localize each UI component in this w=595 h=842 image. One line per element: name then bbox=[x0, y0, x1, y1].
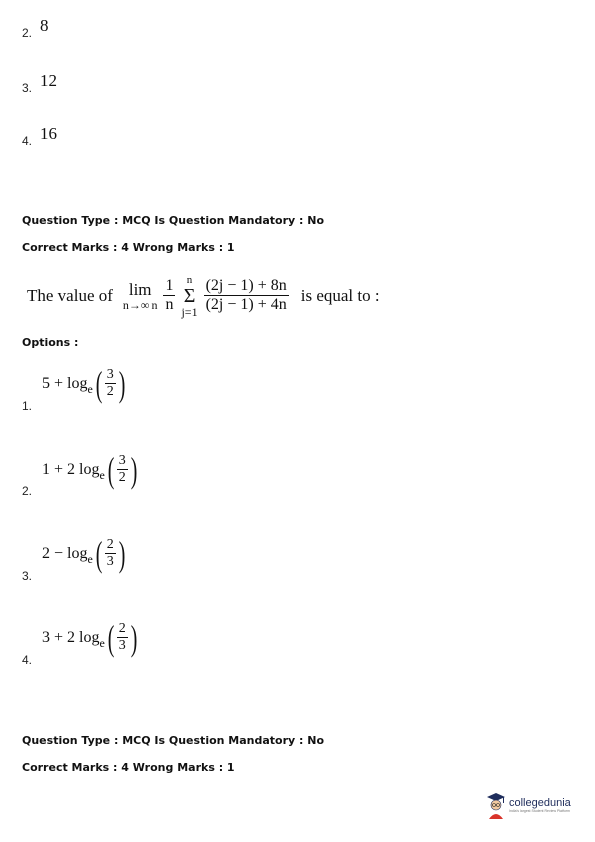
option-number: 3. bbox=[22, 569, 33, 583]
next-question-type-line: Question Type : MCQ Is Question Mandatory : No bbox=[22, 734, 325, 747]
option-expression: 3 + 2 log e ( $\frac{2}{3}$ ) bbox=[42, 618, 138, 658]
graduate-icon bbox=[486, 792, 506, 820]
fraction-numerator: (2j − 1) + 8n bbox=[205, 277, 287, 295]
option-expression: 2 − log e ( $\frac{2}{3}$ ) bbox=[42, 534, 126, 574]
option-number: 4. bbox=[22, 134, 33, 148]
brand-name: collegedunia bbox=[509, 797, 571, 810]
question-marks-line: Correct Marks : 4 Wrong Marks : 1 bbox=[22, 241, 235, 254]
next-question-marks-line: Correct Marks : 4 Wrong Marks : 1 bbox=[22, 761, 235, 774]
brand-logo bbox=[486, 792, 571, 820]
limit-expression bbox=[123, 280, 158, 313]
question-suffix: is equal to : bbox=[300, 286, 380, 305]
brand-tagline: India's largest Student Review Platform bbox=[509, 809, 570, 814]
option-number: 2. bbox=[22, 26, 33, 40]
limit-subscript: n→∞ n bbox=[122, 297, 158, 312]
question-text bbox=[27, 270, 380, 322]
option-number: 2. bbox=[22, 484, 33, 498]
limit-word: lim bbox=[128, 279, 152, 299]
main-fraction bbox=[204, 278, 289, 313]
option-number: 1. bbox=[22, 399, 33, 413]
option-expression: 5 + log e ( $\frac{3}{2}$ ) bbox=[42, 364, 126, 404]
option-value: 12 bbox=[40, 71, 57, 90]
option-number: 3. bbox=[22, 81, 33, 95]
summation bbox=[181, 275, 197, 318]
sum-lower-limit: j=1 bbox=[181, 304, 198, 319]
question-type-line: Question Type : MCQ Is Question Mandatory : No bbox=[22, 214, 325, 227]
option-value: 8 bbox=[40, 16, 49, 35]
one-over-n: $\frac{1}{n}$ bbox=[165, 277, 174, 314]
sum-upper-limit: n bbox=[186, 273, 193, 286]
option-expression: 1 + 2 log e ( $\frac{3}{2}$ ) bbox=[42, 450, 138, 490]
option-value: 16 bbox=[40, 124, 57, 143]
question-prefix: The value of bbox=[27, 286, 113, 305]
options-label: Options : bbox=[22, 336, 79, 349]
option-number: 4. bbox=[22, 653, 33, 667]
sum-symbol: Σ bbox=[183, 284, 196, 307]
fraction-denominator: (2j − 1) + 4n bbox=[205, 296, 287, 314]
